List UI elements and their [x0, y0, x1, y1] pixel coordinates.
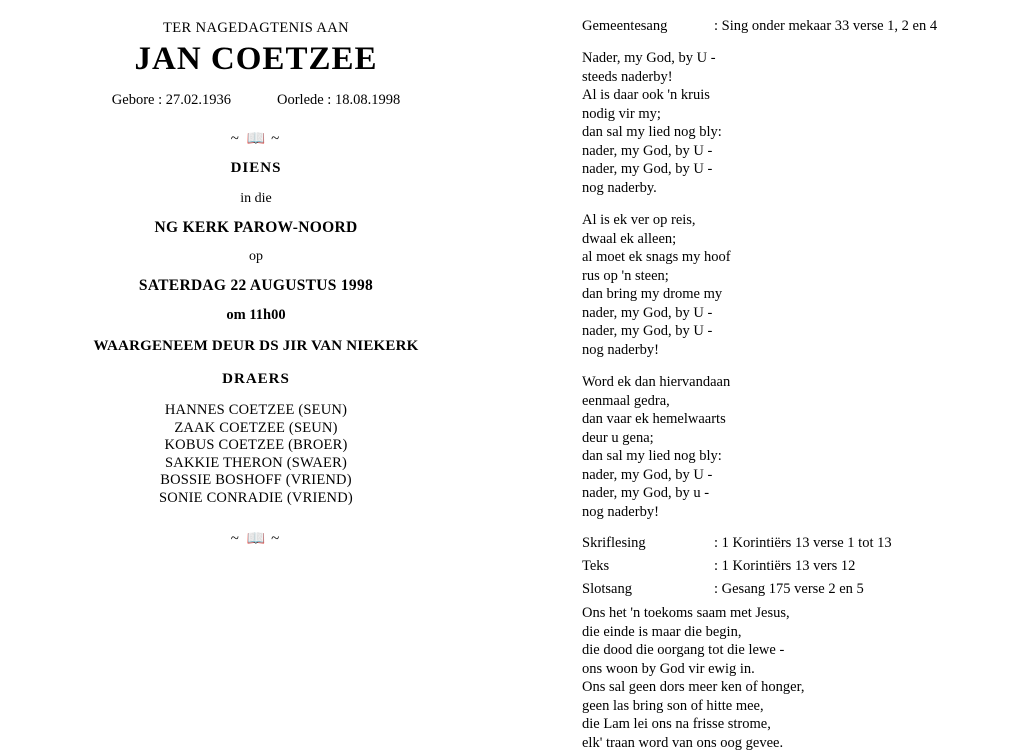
deceased-name: JAN COETZEE: [30, 41, 482, 78]
list-item: SAKKIE THERON (SWAER): [30, 455, 482, 473]
hymn-line: Nader, my God, by U -: [582, 49, 996, 68]
scripture-reading-value: : 1 Korintiërs 13 verse 1 tot 13: [714, 535, 996, 552]
left-column: [0, 0, 512, 724]
hymn-line: die Lam lei ons na frisse strome,: [582, 715, 996, 734]
service-heading: DIENS: [30, 160, 482, 177]
text-row: [582, 558, 996, 575]
text-value: : 1 Korintiërs 13 vers 12: [714, 558, 996, 575]
death-date: 18.08.1998: [335, 92, 400, 108]
hymn-line: nog naderby!: [582, 341, 996, 360]
closing-song-label: Slotsang: [582, 581, 714, 598]
scripture-reading-label: Skriflesing: [582, 535, 714, 552]
service-date: SATERDAG 22 AUGUSTUS 1998: [30, 277, 482, 295]
hymn-line: nog naderby!: [582, 503, 996, 522]
death-label: Oorlede :: [277, 92, 331, 108]
hymn-line: nader, my God, by u -: [582, 484, 996, 503]
hymn-line: nodig vir my;: [582, 105, 996, 124]
life-dates: [30, 92, 482, 109]
closing-hymn: [582, 604, 996, 752]
hymn-line: dan vaar ek hemelwaarts: [582, 410, 996, 429]
scripture-reading-row: [582, 535, 996, 552]
death-date-group: [277, 92, 400, 109]
hymn-verse-1: [582, 49, 996, 197]
hymn-line: eenmaal gedra,: [582, 392, 996, 411]
hymn-line: dan bring my drome my: [582, 285, 996, 304]
closing-song-row: [582, 581, 996, 598]
tilde-right: ~: [271, 531, 281, 547]
book-icon: 📖: [247, 531, 266, 547]
hymn-line: Al is ek ver op reis,: [582, 211, 996, 230]
closing-song-value: : Gesang 175 verse 2 en 5: [714, 581, 996, 598]
hymn-line: dan sal my lied nog bly:: [582, 123, 996, 142]
tilde-left: ~: [231, 531, 241, 547]
congregational-song-value: : Sing onder mekaar 33 verse 1, 2 en 4: [714, 18, 996, 35]
hymn-verse-3: [582, 373, 996, 521]
hymn-line: deur u gena;: [582, 429, 996, 448]
hymn-line: nader, my God, by U -: [582, 160, 996, 179]
hymn-line: Word ek dan hiervandaan: [582, 373, 996, 392]
op-label: op: [30, 249, 482, 265]
hymn-line: nader, my God, by U -: [582, 322, 996, 341]
readings-group: [582, 535, 996, 598]
list-item: SONIE CONRADIE (VRIEND): [30, 490, 482, 508]
church-name: NG KERK PAROW-NOORD: [30, 219, 482, 237]
memorial-dedication: TER NAGEDAGTENIS AAN: [30, 20, 482, 37]
ornament-divider-top: [30, 129, 482, 148]
right-column: [512, 0, 1024, 724]
service-time: om 11h00: [30, 307, 482, 324]
in-die-label: in die: [30, 191, 482, 207]
hymn-line: dwaal ek alleen;: [582, 230, 996, 249]
hymn-line: rus op 'n steen;: [582, 267, 996, 286]
hymn-line: die dood die oorgang tot die lewe -: [582, 641, 996, 660]
bearers-list: [30, 402, 482, 507]
book-icon: 📖: [247, 131, 266, 147]
hymn-line: dan sal my lied nog bly:: [582, 447, 996, 466]
list-item: BOSSIE BOSHOFF (VRIEND): [30, 472, 482, 490]
hymn-line: Ons sal geen dors meer ken of honger,: [582, 678, 996, 697]
hymn-line: Ons het 'n toekoms saam met Jesus,: [582, 604, 996, 623]
hymn-line: nader, my God, by U -: [582, 142, 996, 161]
birth-label: Gebore :: [112, 92, 162, 108]
hymn-line: al moet ek snags my hoof: [582, 248, 996, 267]
ornament-divider-bottom: [30, 529, 482, 548]
list-item: HANNES COETZEE (SEUN): [30, 402, 482, 420]
hymn-verse-2: [582, 211, 996, 359]
list-item: ZAAK COETZEE (SEUN): [30, 420, 482, 438]
hymn-line: elk' traan word van ons oog gevee.: [582, 734, 996, 752]
tilde-left: ~: [231, 131, 241, 147]
hymn-line: nader, my God, by U -: [582, 466, 996, 485]
congregational-song-row: [582, 18, 996, 35]
hymn-line: nader, my God, by U -: [582, 304, 996, 323]
tilde-right: ~: [271, 131, 281, 147]
hymn-line: ons woon by God vir ewig in.: [582, 660, 996, 679]
birth-date-group: [112, 92, 231, 109]
birth-date: 27.02.1936: [166, 92, 231, 108]
text-label: Teks: [582, 558, 714, 575]
hymn-line: die einde is maar die begin,: [582, 623, 996, 642]
bearers-heading: DRAERS: [30, 371, 482, 388]
hymn-line: geen las bring son of hitte mee,: [582, 697, 996, 716]
hymn-line: steeds naderby!: [582, 68, 996, 87]
list-item: KOBUS COETZEE (BROER): [30, 437, 482, 455]
congregational-song-label: Gemeentesang: [582, 18, 714, 35]
hymn-line: Al is daar ook 'n kruis: [582, 86, 996, 105]
hymn-line: nog naderby.: [582, 179, 996, 198]
officiant-line: WAARGENEEM DEUR DS JIR VAN NIEKERK: [30, 338, 482, 355]
